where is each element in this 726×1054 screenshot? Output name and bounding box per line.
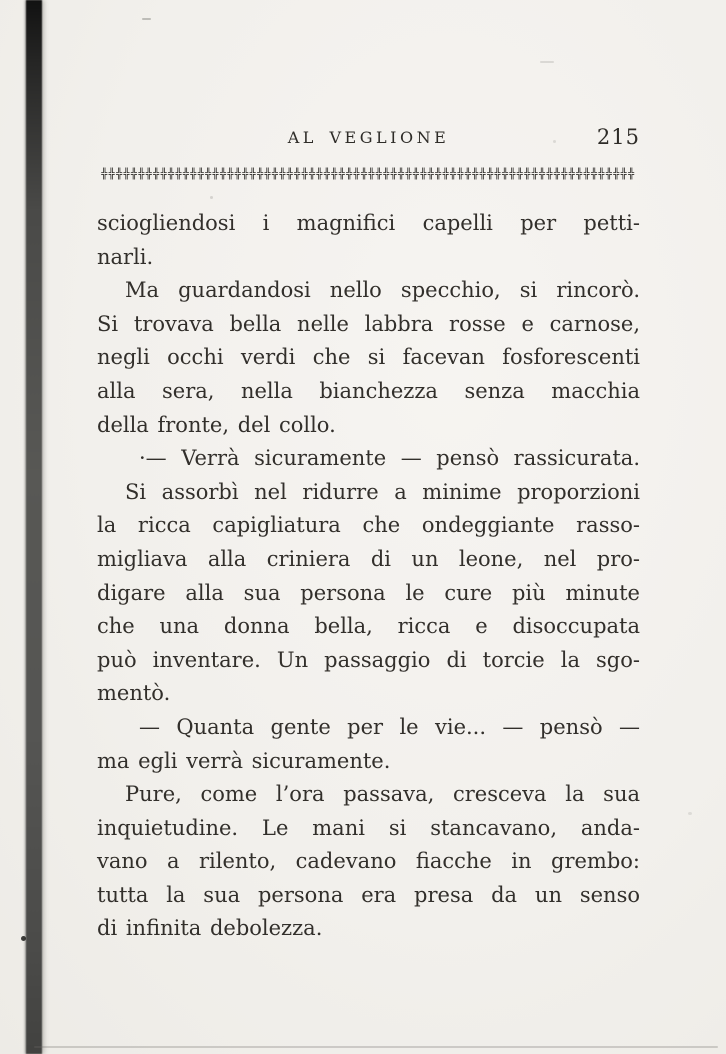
text-line: vano a rilento, cadevano fiacche in grembo: xyxy=(97,849,640,874)
page-header xyxy=(97,125,640,154)
scan-speck xyxy=(540,61,554,63)
text-line: digare alla sua persona le cure più minute xyxy=(97,580,640,605)
text-line: tutta la sua persona era presa da un senso xyxy=(97,882,640,907)
text-line: migliava alla criniera di un leone, nel pro- xyxy=(97,546,640,571)
text-line: che una donna bella, ricca e disoccupata xyxy=(97,614,640,639)
text-line: sciogliendosi i magnifici capelli per petti- xyxy=(97,211,640,235)
text-line: Si trovava bella nelle labbra rosse e carnose, xyxy=(97,311,640,336)
text-line: ma egli verrà sicuramente. xyxy=(97,748,391,773)
text-line: Ma guardandosi nello specchio, si rincorò. xyxy=(125,278,640,303)
text-line: — Quanta gente per le vie... — pensò — xyxy=(139,714,640,739)
scan-speck xyxy=(142,18,151,20)
text-line: inquietudine. Le mani si stancavano, anda- xyxy=(97,815,640,840)
text-line: di infinita debolezza. xyxy=(97,916,323,941)
page-edge-shadow xyxy=(34,1046,718,1048)
text-line: della fronte, del collo. xyxy=(97,412,336,437)
text-line: può inventare. Un passaggio di torcie la sgo- xyxy=(97,647,640,672)
running-title: AL VEGLIONE xyxy=(287,128,450,147)
body-text xyxy=(97,207,640,946)
text-line: ·— Verrà sicuramente — pensò rassicurata. xyxy=(139,446,640,471)
text-line: mentò. xyxy=(97,681,171,706)
scan-speck xyxy=(553,140,556,143)
text-line: negli occhi verdi che si facevan fosforescenti xyxy=(97,345,640,370)
text-line: Si assorbì nel ridurre a minime proporzioni xyxy=(125,479,640,504)
text-line: narli. xyxy=(97,244,154,269)
scan-speck xyxy=(210,196,213,199)
scan-speck xyxy=(688,812,692,815)
text-line: Pure, come l’ora passava, cresceva la sua xyxy=(125,782,640,807)
ornament-divider: ╬╬╬╬╬╬╬╬╬╬╬╬╬╬╬╬╬╬╬╬╬╬╬╬╬╬╬╬╬╬╬╬╬╬╬╬╬╬╬╬╬╬╬╬╬╬╬╬╬╬╬╬╬╬╬╬╬╬╬╬╬╬╬╬╬╬╬╬╬╬╬╬ xyxy=(101,169,636,180)
binding-gutter-shadow xyxy=(26,0,42,1054)
text-line: la ricca capigliatura che ondeggiante rasso- xyxy=(97,513,640,538)
page-number: 215 xyxy=(596,125,640,149)
scan-speck xyxy=(21,936,26,941)
text-line: alla sera, nella bianchezza senza macchia xyxy=(97,378,640,403)
